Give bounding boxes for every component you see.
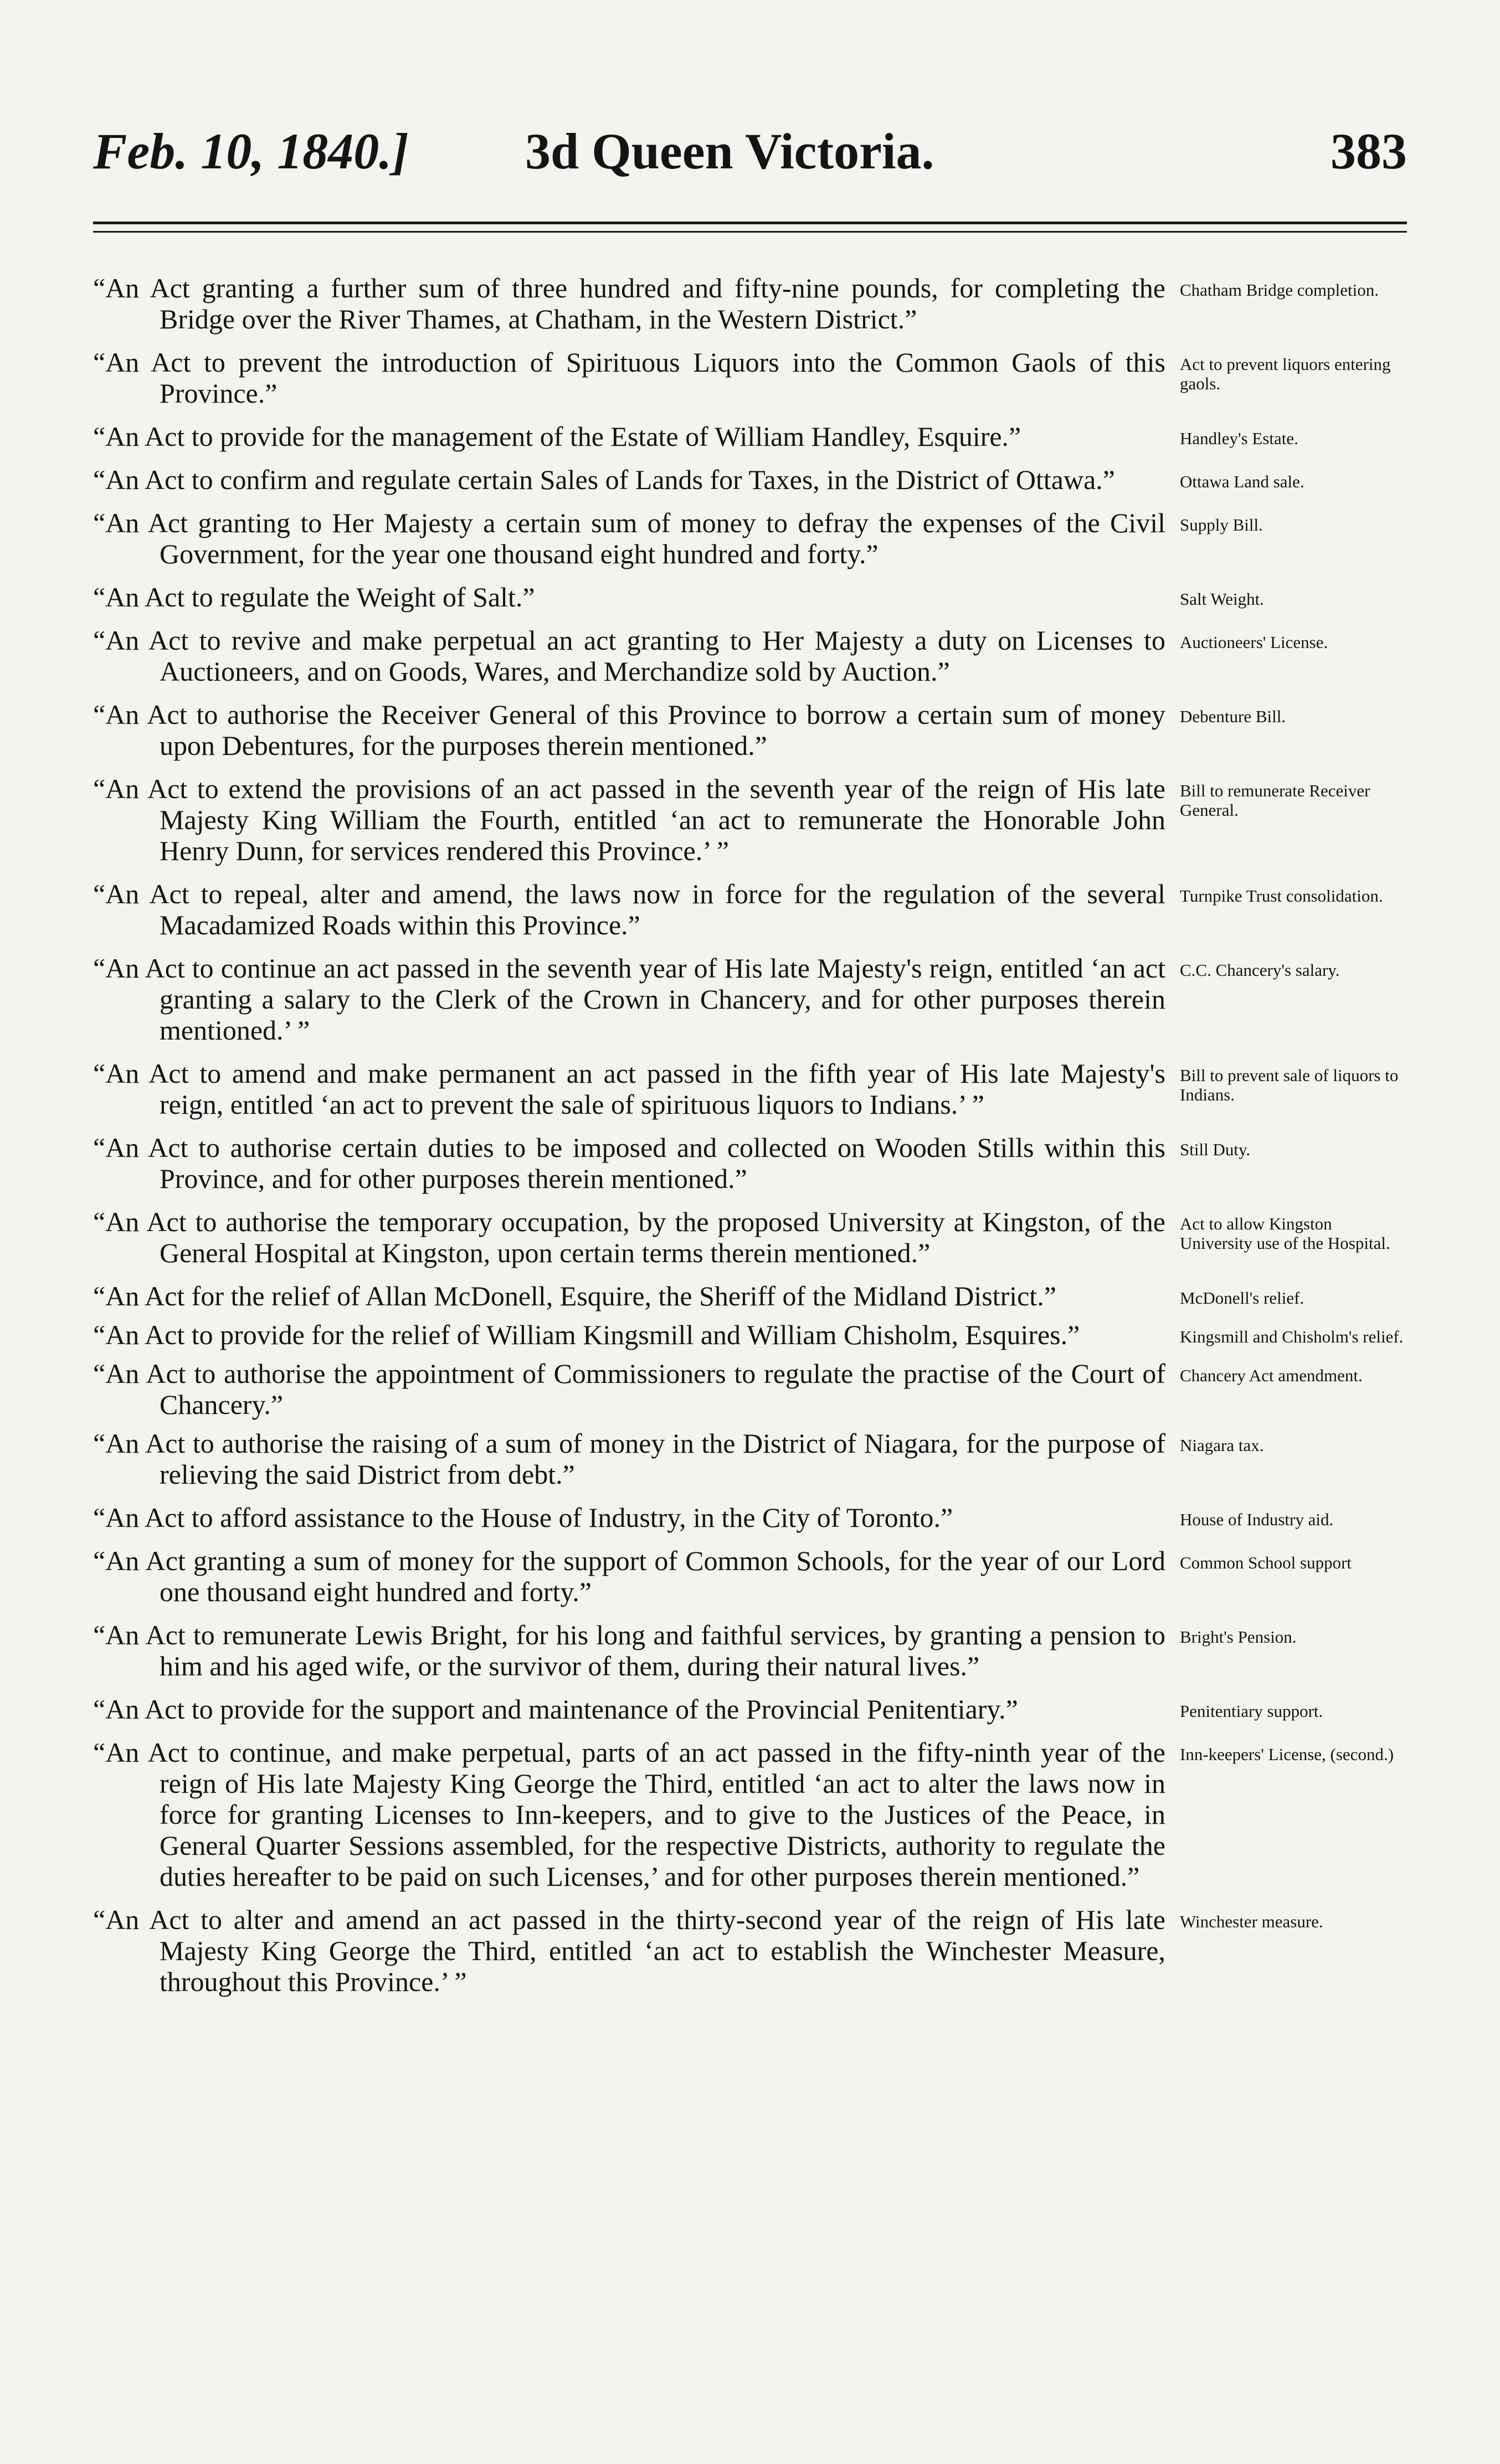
act-entry (93, 699, 1407, 761)
act-text: “An Act to regulate the Weight of Salt.” (93, 582, 535, 613)
act-text: “An Act to afford assistance to the House of Industry, in the City of Toronto.” (93, 1502, 953, 1533)
act-text: “An Act to provide for the support and maintenance of the Provincial Penitentiary.” (93, 1694, 1018, 1725)
act-text: “An Act for the relief of Allan McDonell, Esquire, the Sheriff of the Midland District.” (93, 1280, 1056, 1311)
act-entry (93, 1358, 1407, 1420)
act-entry (93, 464, 1407, 495)
margin-note: Supply Bill. (1180, 515, 1263, 534)
act-entry (93, 625, 1407, 687)
act-entry (93, 1280, 1407, 1311)
act-entry (93, 272, 1407, 335)
act-entry (93, 421, 1407, 452)
act-entry (93, 507, 1407, 569)
margin-note: Salt Weight. (1180, 589, 1264, 609)
act-text: “An Act to provide for the relief of William Kingsmill and William Chisholm, Esquires.” (93, 1319, 1080, 1350)
margin-note: Common School support (1180, 1553, 1352, 1572)
act-text: “An Act to authorise certain duties to be imposed and collected on Wooden Stills within this Province, and for other purposes therein mentioned.” (93, 1132, 1165, 1194)
header-rule (93, 222, 1407, 233)
margin-note: House of Industry aid. (1180, 1510, 1334, 1529)
margin-note: Chancery Act amendment. (1180, 1366, 1363, 1385)
act-text: “An Act to confirm and regulate certain Sales of Lands for Taxes, in the District of Ottawa.” (93, 464, 1115, 495)
act-entry (93, 1904, 1407, 1997)
running-header (93, 122, 1407, 188)
act-entry (93, 1694, 1407, 1725)
act-text: “An Act to amend and make permanent an act passed in the fifth year of His late Majesty's reign, entitled ‘an act to prevent the sale of spirituous liquors to Indians.’ ” (93, 1058, 1165, 1120)
margin-note: Winchester measure. (1180, 1912, 1323, 1931)
act-text: “An Act to authorise the raising of a sum of money in the District of Niagara, for the purpose of relieving the said District from debt.” (93, 1428, 1165, 1490)
act-entry (93, 1319, 1407, 1350)
margin-note: C.C. Chancery's salary. (1180, 960, 1340, 980)
margin-note: Niagara tax. (1180, 1436, 1264, 1455)
act-entry (93, 878, 1407, 940)
act-entry (93, 1206, 1407, 1268)
act-text: “An Act granting to Her Majesty a certain sum of money to defray the expenses of the Civil Government, for the year one thousand eight hundred and forty.” (93, 507, 1165, 569)
act-text: “An Act to provide for the management of the Estate of William Handley, Esquire.” (93, 421, 1021, 452)
act-text: “An Act granting a further sum of three hundred and fifty-nine pounds, for completing the Bridge over the River Thames, at Chatham, in the Western District.” (93, 272, 1165, 335)
act-entry (93, 1502, 1407, 1533)
margin-note: Bill to remunerate Receiver General. (1180, 781, 1370, 820)
act-text: “An Act to extend the provisions of an act passed in the seventh year of the reign of His late Majesty King William the Fourth, entitled ‘an act to remunerate the Honorable John Henry Dunn, for services rendered this Province.’ ” (93, 773, 1165, 866)
margin-note: Auctioneers' License. (1180, 632, 1328, 652)
act-entry (93, 347, 1407, 409)
margin-note: Handley's Estate. (1180, 429, 1298, 448)
act-text: “An Act to continue an act passed in the seventh year of His late Majesty's reign, entitled ‘an act granting a salary to the Clerk of the Crown in Chancery, and for other purposes therein mentioned.’ ” (93, 953, 1165, 1046)
margin-note: Ottawa Land sale. (1180, 472, 1304, 491)
margin-note: Bill to prevent sale of liquors to Indians. (1180, 1066, 1399, 1104)
act-entry (93, 1428, 1407, 1490)
margin-note: McDonell's relief. (1180, 1288, 1304, 1308)
act-text: “An Act granting a sum of money for the support of Common Schools, for the year of our Lord one thousand eight hundred and forty.” (93, 1545, 1165, 1607)
margin-note: Inn-keepers' License, (second.) (1180, 1745, 1394, 1764)
act-entry (93, 1058, 1407, 1120)
margin-note: Act to allow Kingston University use of the Hospital. (1180, 1214, 1390, 1253)
margin-note: Debenture Bill. (1180, 707, 1286, 726)
act-text: “An Act to authorise the temporary occupation, by the proposed University at Kingston, of the General Hospital at Kingston, upon certain terms therein mentioned.” (93, 1206, 1165, 1268)
act-entry (93, 1619, 1407, 1681)
act-text: “An Act to authorise the appointment of Commissioners to regulate the practise of the Court of Chancery.” (93, 1358, 1165, 1420)
act-text: “An Act to revive and make perpetual an act granting to Her Majesty a duty on Licenses to Auctioneers, and on Goods, Wares, and Merchandize sold by Auction.” (93, 625, 1165, 687)
act-entry (93, 953, 1407, 1046)
act-text: “An Act to authorise the Receiver General of this Province to borrow a certain sum of money upon Debentures, for the purposes therein mentioned.” (93, 699, 1165, 761)
margin-note: Chatham Bridge completion. (1180, 280, 1379, 300)
margin-note: Bright's Pension. (1180, 1627, 1297, 1647)
acts-list (93, 272, 1407, 2009)
page-number: 383 (1331, 123, 1407, 179)
act-entry (93, 1545, 1407, 1607)
margin-note: Kingsmill and Chisholm's relief. (1180, 1327, 1404, 1346)
act-text: “An Act to remunerate Lewis Bright, for his long and faithful services, by granting a pension to him and his aged wife, or the survivor of them, during their natural lives.” (93, 1619, 1165, 1681)
act-text: “An Act to alter and amend an act passed in the thirty-second year of the reign of His late Majesty King George the Third, entitled ‘an act to establish the Winchester Measure, throughout this Province.’ ” (93, 1904, 1165, 1997)
act-entry (93, 582, 1407, 613)
act-entry (93, 1737, 1407, 1892)
header-title: 3d Queen Victoria. (525, 123, 934, 179)
act-text: “An Act to continue, and make perpetual, parts of an act passed in the fifty-ninth year of the reign of His late Majesty King George the Third, entitled ‘an act to alter the laws now in force for granting Licenses to Inn-keepers, and to give to the Justices of the Peace, in General Quarter Sessions assembled, for the respective Districts, authority to regulate the duties hereafter to be paid on such Licenses,’ and for other purposes therein mentioned.” (93, 1737, 1165, 1892)
margin-note: Penitentiary support. (1180, 1701, 1323, 1721)
header-date: Feb. 10, 1840.] (93, 123, 409, 179)
margin-note: Act to prevent liquors entering gaols. (1180, 354, 1391, 393)
act-text: “An Act to prevent the introduction of Spirituous Liquors into the Common Gaols of this Province.” (93, 347, 1165, 409)
act-entry (93, 1132, 1407, 1194)
act-text: “An Act to repeal, alter and amend, the laws now in force for the regulation of the several Macadamized Roads within this Province.” (93, 878, 1165, 940)
margin-note: Still Duty. (1180, 1140, 1251, 1159)
act-entry (93, 773, 1407, 866)
margin-note: Turnpike Trust consolidation. (1180, 886, 1383, 906)
